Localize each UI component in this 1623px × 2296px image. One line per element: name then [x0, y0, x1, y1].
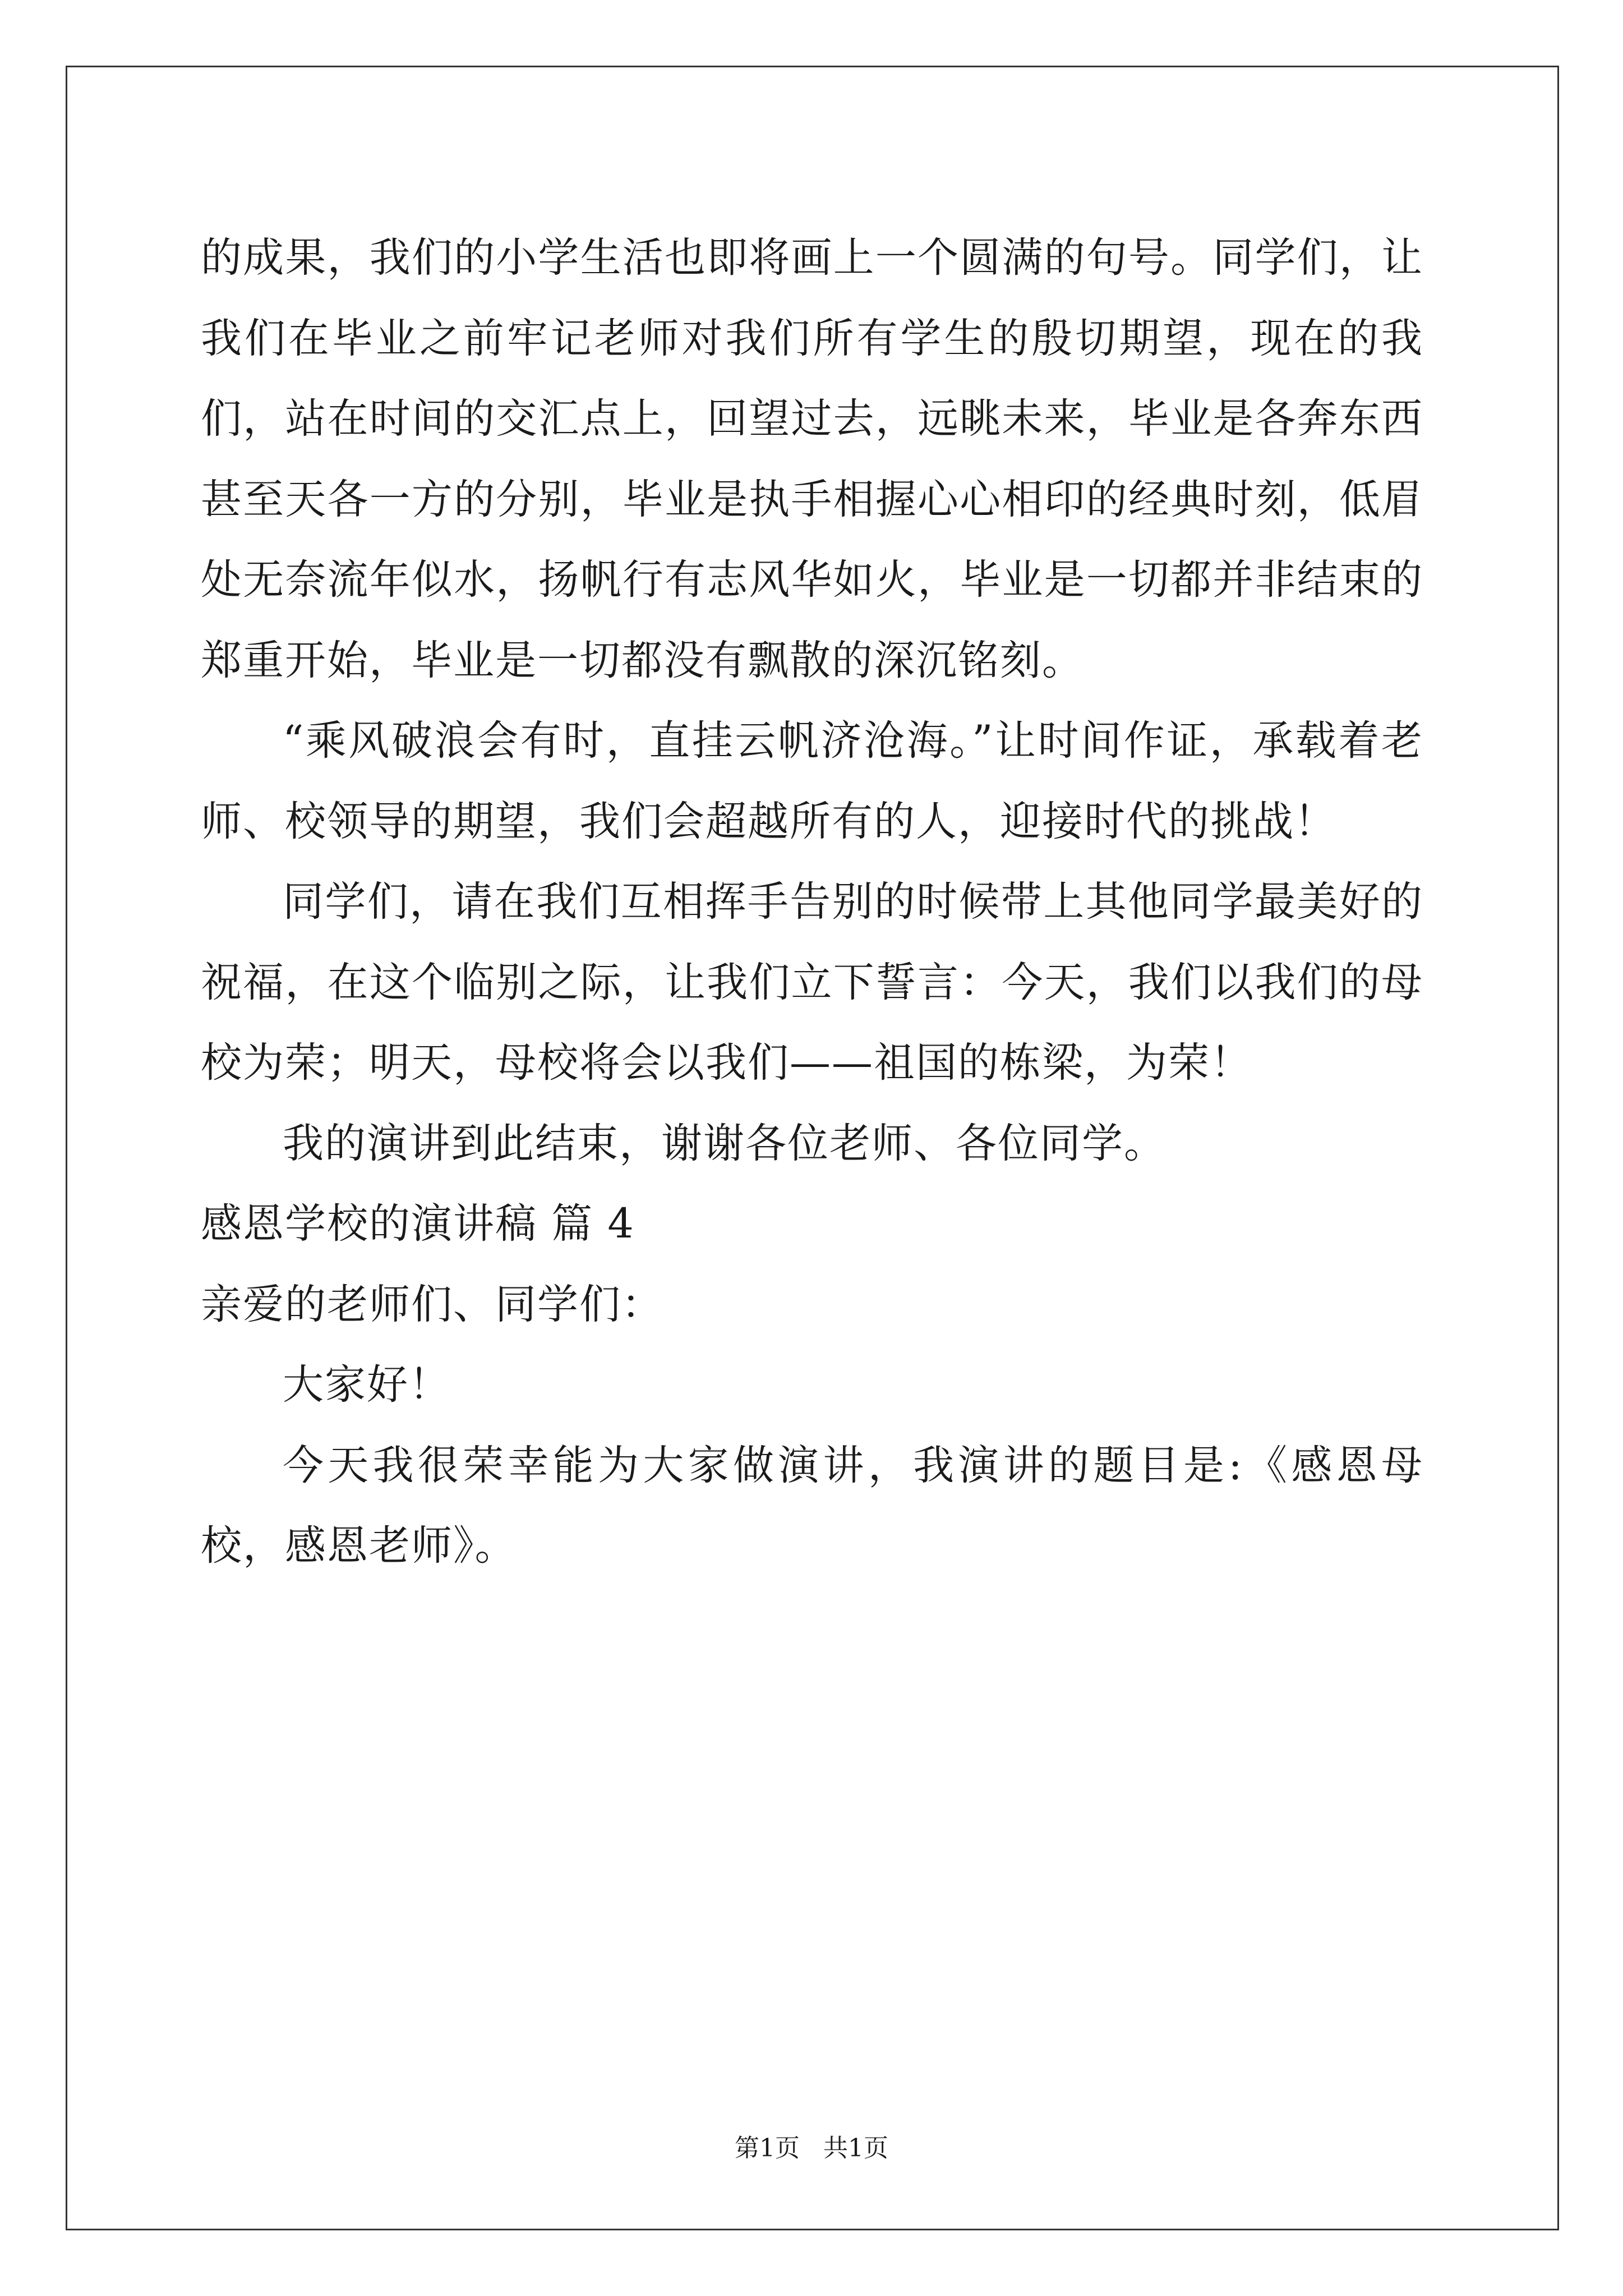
paragraph-closing: 我的演讲到此结束，谢谢各位老师、各位同学。 — [283, 1119, 1166, 1167]
paragraph-graduation: 的成果，我们的小学生活也即将画上一个圆满的句号。同学们，让我们在毕业之前牢记老师对我们所有学生的殷切期望，现在的我们，站在时间的交汇点上，回望过去，远眺未来，毕业是各奔东西甚至天各一方的分别，毕业是执手相握心心相印的经典时刻，低眉处无奈流年似水，扬帆行有志风华如火，毕业是一切都并非结束的郑重开始，毕业是一切都没有飘散的深沉铭刻。 — [201, 234, 1423, 684]
paragraph-quote: “乘风破浪会有时，直挂云帆济沧海。”让时间作证，承载着老师、校领导的期望，我们会超越所有的人，迎接时代的挑战！ — [201, 717, 1423, 845]
section-heading: 感恩学校的演讲稿 篇 4 — [201, 1200, 635, 1248]
paragraph-farewell: 同学们，请在我们互相挥手告别的时候带上其他同学最美好的祝福，在这个临别之际，让我们立下誓言：今天，我们以我们的母校为荣；明天，母校将会以我们——祖国的栋梁，为荣！ — [201, 878, 1423, 1087]
page-footer: 第1页 共1页 — [735, 2134, 888, 2162]
salutation: 亲爱的老师们、同学们： — [201, 1280, 663, 1328]
document-body — [201, 218, 1423, 1586]
greeting: 大家好！ — [283, 1361, 451, 1409]
paragraph-intro: 今天我很荣幸能为大家做演讲，我演讲的题目是:《感恩母校，感恩老师》。 — [201, 1441, 1423, 1570]
